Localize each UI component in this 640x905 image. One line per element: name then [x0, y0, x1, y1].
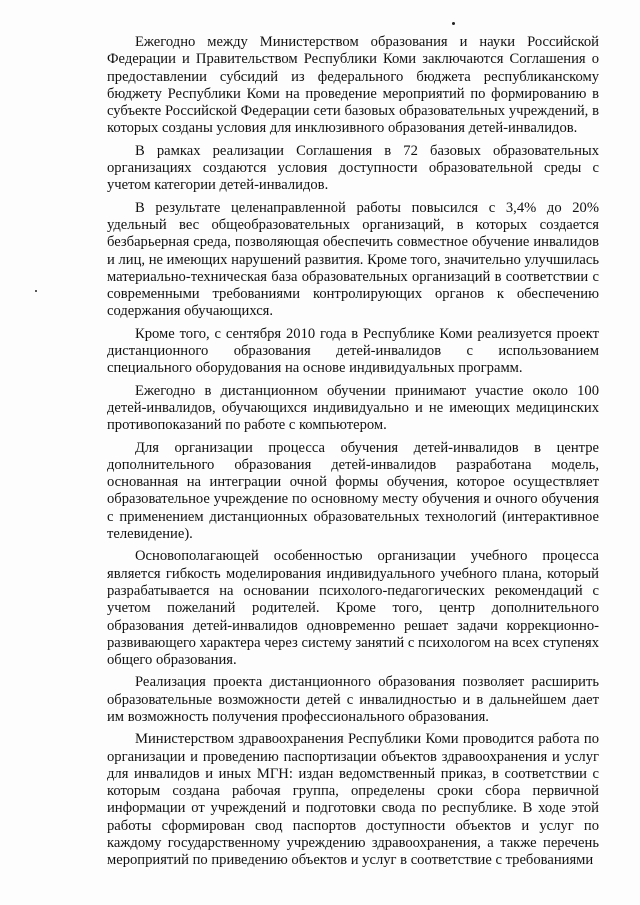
paragraph: Для организации процесса обучения детей-инвалидов в центре дополнительного образования детей-инвалидов разработана модель, основанная на интеграции очной формы обучения, которое осуществляет образовательное учреждение по основному месту обучения и очного обучения с применением дистанционных образовательных технологий (интерактивное телевидение). [107, 439, 599, 543]
paragraph: Кроме того, с сентября 2010 года в Республике Коми реализуется проект дистанционного образования детей-инвалидов с использованием специального оборудования на основе индивидуальных программ. [107, 325, 599, 377]
document-body [107, 34, 599, 870]
paragraph: Министерством здравоохранения Республики Коми проводится работа по организации и проведению паспортизации объектов здравоохранения и услуг для инвалидов и иных МГН: издан ведомственный приказ, в соответствии с которым создана рабочая группа, определены сроки сбора первичной информации от учреждений и подготовки свода по республике. В ходе этой работы сформирован свод паспортов доступности объектов и услуг по каждому государственному учреждению здравоохранения, а также перечень мероприятий по приведению объектов и услуг в соответствие с требованиями [107, 731, 599, 869]
paragraph: В рамках реализации Соглашения в 72 базовых образовательных организациях создаются условия доступности образовательной среды с учетом категории детей-инвалидов. [107, 142, 599, 194]
paragraph: Ежегодно между Министерством образования и науки Российской Федерации и Правительством Республики Коми заключаются Соглашения о предоставлении субсидий из федерального бюджета республиканскому бюджету Республики Коми на проведение мероприятий по формированию в субъекте Российской Федерации сети базовых образовательных учреждений, в которых созданы условия для инклюзивного образования детей-инвалидов. [107, 34, 599, 137]
paragraph: Ежегодно в дистанционном обучении принимают участие около 100 детей-инвалидов, обучающихся индивидуально и не имеющих медицинских противопоказаний по работе с компьютером. [107, 382, 599, 434]
scan-speck [35, 290, 37, 292]
paragraph: В результате целенаправленной работы повысился с 3,4% до 20% удельный вес общеобразовательных организаций, в которых создается безбарьерная среда, позволяющая обеспечить совместное обучение инвалидов и лиц, не имеющих нарушений развития. Кроме того, значительно улучшилась материально-техническая база образовательных организаций в соответствии с современными требованиями контролирующих органов к обеспечению содержания обучающихся. [107, 199, 599, 320]
scan-speck [452, 22, 455, 25]
paragraph: Основополагающей особенностью организации учебного процесса является гибкость моделирования индивидуального учебного плана, который разрабатывается на основании психолого-педагогических рекомендаций с учетом пожеланий родителей. Кроме того, центр дополнительного образования детей-инвалидов одновременно решает задачи коррекционно-развивающего характера через систему занятий с психологом на всех ступенях общего образования. [107, 548, 599, 669]
paragraph: Реализация проекта дистанционного образования позволяет расширить образовательные возможности детей с инвалидностью и в дальнейшем дает им возможность получения профессионального образования. [107, 674, 599, 725]
